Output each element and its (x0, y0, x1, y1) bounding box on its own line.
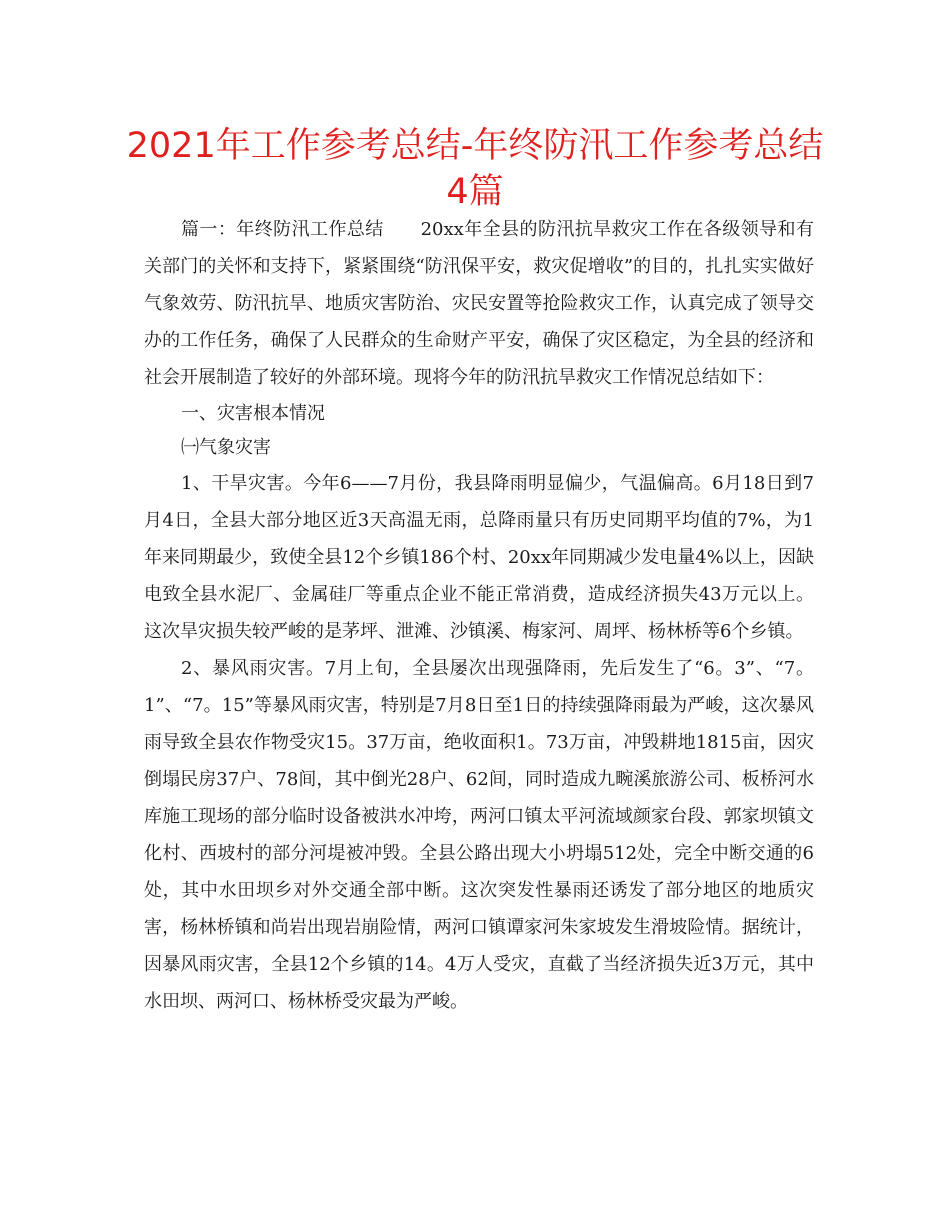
intro-paragraph: 篇一：年终防汛工作总结 20xx年全县的防汛抗旱救灾工作在各级领导和有关部门的关怀和支持下，紧紧围绕“防汛保平安，救灾促增收”的目的，扎扎实实做好气象效劳、防汛抗旱、地质灾害防治、灾民安置等抢险救灾工作，认真完成了领导交办的工作任务，确保了人民群众的生命财产平安，确保了灾区稳定，为全县的经济和社会开展制造了较好的外部环境。现将今年的防汛抗旱救灾工作情况总结如下： (144, 219, 814, 388)
document-body (144, 211, 814, 1020)
subsection-heading: ㈠气象灾害 (181, 437, 271, 458)
document-title: 2021年工作参考总结-年终防汛工作参考总结4篇 (126, 126, 824, 212)
section-heading: 一、灾害根本情况 (181, 403, 325, 424)
storm-paragraph: 2、暴风雨灾害。7月上旬，全县屡次出现强降雨，先后发生了“6。3”、“7。1”、“7。15”等暴风雨灾害，特别是7月8日至1日的持续强降雨最为严峻，这次暴风雨导致全县农作物受灾15。37万亩，绝收面积1。73万亩，冲毁耕地1815亩，因灾倒塌民房37户、78间，其中倒光28户、62间，同时造成九畹溪旅游公司、板桥河水库施工现场的部分临时设备被洪水冲垮，两河口镇太平河流域颜家台段、郭家坝镇文化村、西坡村的部分河堤被冲毁。全县公路出现大小坍塌512处，完全中断交通的6处，其中水田坝乡对外交通全部中断。这次突发性暴雨还诱发了部分地区的地质灾害，杨林桥镇和尚岩出现岩崩险情，两河口镇谭家河朱家坡发生滑坡险情。据统计，因暴风雨灾害，全县12个乡镇的14。4万人受灾，直截了当经济损失近3万元，其中水田坝、两河口、杨林桥受灾最为严峻。 (144, 658, 814, 1012)
drought-paragraph: 1、干旱灾害。今年6——7月份，我县降雨明显偏少，气温偏高。6月18日到7月4日，全县大部分地区近3天高温无雨，总降雨量只有历史同期平均值的7%，为1年来同期最少，致使全县12个乡镇186个村、20xx年同期减少发电量4%以上，因缺电致全县水泥厂、金属硅厂等重点企业不能正常消费，造成经济损失43万元以上。这次旱灾损失较严峻的是茅坪、泄滩、沙镇溪、梅家河、周坪、杨林桥等6个乡镇。 (144, 473, 814, 642)
